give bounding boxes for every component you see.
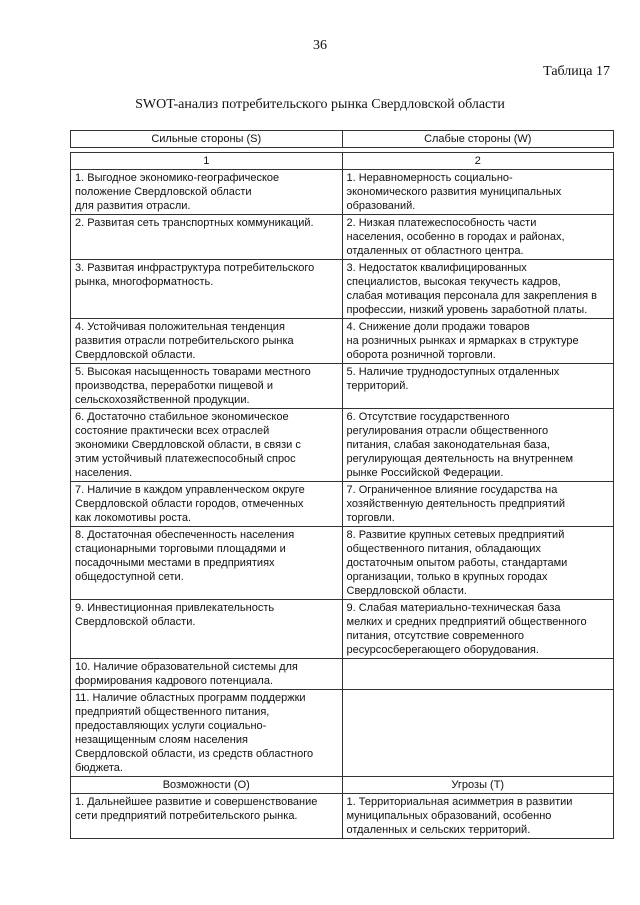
sw-row-right-cell: 6. Отсутствие государственного регулирования отрасли общественного питания, слабая законодательная база, регулирующая деятельность на внутреннем рынке Российской Федерации. bbox=[342, 409, 614, 482]
ot-header-row bbox=[71, 777, 614, 794]
sw-row-left-cell: 2. Развитая сеть транспортных коммуникаций. bbox=[71, 215, 343, 260]
sw-row-right-cell: 1. Неравномерность социально- экономического развития муниципальных образований. bbox=[342, 170, 614, 215]
swot-table-body bbox=[71, 131, 614, 839]
sw-row-left-cell: 9. Инвестиционная привлекательность Свердловской области. bbox=[71, 600, 343, 659]
sw-row-right-cell bbox=[342, 659, 614, 690]
document-title: SWOT-анализ потребительского рынка Свердловской области bbox=[135, 97, 505, 112]
sw-row-left-cell: 11. Наличие областных программ поддержки предприятий общественного питания, предоставляющих услуги социально- незащищенным слоям населения Свердловской области, из средств областного бюджета. bbox=[71, 690, 343, 777]
sw-row-right-cell: 2. Низкая платежеспособность части населения, особенно в городах и районах, отдаленных от областного центра. bbox=[342, 215, 614, 260]
column-number-2: 2 bbox=[342, 153, 614, 170]
sw-row bbox=[71, 319, 614, 364]
sw-row-left-cell: 5. Высокая насыщенность товарами местного производства, переработки пищевой и сельскохозяйственной продукции. bbox=[71, 364, 343, 409]
page-number: 36 bbox=[313, 38, 327, 53]
ot-header-row-right-cell: Угрозы (Т) bbox=[342, 777, 614, 794]
column-number-1: 1 bbox=[71, 153, 343, 170]
sw-row-left-cell: 3. Развитая инфраструктура потребительского рынка, многоформатность. bbox=[71, 260, 343, 319]
sw-row-right-cell bbox=[342, 690, 614, 777]
sw-row-left-cell: 10. Наличие образовательной системы для формирования кадрового потенциала. bbox=[71, 659, 343, 690]
sw-row-left-cell: 8. Достаточная обеспеченность населения стационарными торговыми площадями и посадочными местами в предприятиях общедоступной сети. bbox=[71, 527, 343, 600]
ot-row bbox=[71, 794, 614, 839]
sw-row bbox=[71, 659, 614, 690]
sw-row-right-cell: 9. Слабая материально-техническая база мелких и средних предприятий общественного питания, отсутствие современного ресурсосберегающего оборудования. bbox=[342, 600, 614, 659]
sw-row-left-cell: 7. Наличие в каждом управленческом округе Свердловской области городов, отмеченных как локомотивы роста. bbox=[71, 482, 343, 527]
sw-row-right-cell: 3. Недостаток квалифицированных специалистов, высокая текучесть кадров, слабая мотивация персонала для закрепления в профессии, низкий уровень заработной платы. bbox=[342, 260, 614, 319]
sw-row bbox=[71, 690, 614, 777]
swot-table bbox=[70, 130, 614, 839]
weaknesses-header: Слабые стороны (W) bbox=[342, 131, 614, 148]
sw-row-left-cell: 4. Устойчивая положительная тенденция развития отрасли потребительского рынка Свердловской области. bbox=[71, 319, 343, 364]
sw-row-right-cell: 8. Развитие крупных сетевых предприятий общественного питания, обладающих достаточным опытом работы, стандартами организации, только в крупных городах Свердловской области. bbox=[342, 527, 614, 600]
sw-row-right-cell: 5. Наличие труднодоступных отдаленных территорий. bbox=[342, 364, 614, 409]
sw-row-right-cell: 4. Снижение доли продажи товаров на розничных рынках и ярмарках в структуре оборота розничной торговли. bbox=[342, 319, 614, 364]
ot-row-left-cell: 1. Дальнейшее развитие и совершенствование сети предприятий потребительского рынка. bbox=[71, 794, 343, 839]
ot-row-right-cell: 1. Территориальная асимметрия в развитии муниципальных образований, особенно отдаленных и сельских территорий. bbox=[342, 794, 614, 839]
sw-row-left-cell: 6. Достаточно стабильное экономическое состояние практически всех отраслей экономики Свердловской области, в связи с этим устойчивый платежеспособный спрос населения. bbox=[71, 409, 343, 482]
sw-row bbox=[71, 527, 614, 600]
ot-header-row-left-cell: Возможности (О) bbox=[71, 777, 343, 794]
sw-row bbox=[71, 600, 614, 659]
strengths-header: Сильные стороны (S) bbox=[71, 131, 343, 148]
table-label: Таблица 17 bbox=[543, 64, 610, 79]
sw-row bbox=[71, 482, 614, 527]
sw-row-left-cell: 1. Выгодное экономико-географическое положение Свердловской области для развития отрасли. bbox=[71, 170, 343, 215]
sw-row bbox=[71, 260, 614, 319]
sw-row bbox=[71, 409, 614, 482]
sw-row bbox=[71, 170, 614, 215]
sw-row bbox=[71, 215, 614, 260]
column-number-row bbox=[71, 153, 614, 170]
sw-row-right-cell: 7. Ограниченное влияние государства на хозяйственную деятельность предприятий торговли. bbox=[342, 482, 614, 527]
sw-row bbox=[71, 364, 614, 409]
header-row bbox=[71, 131, 614, 148]
